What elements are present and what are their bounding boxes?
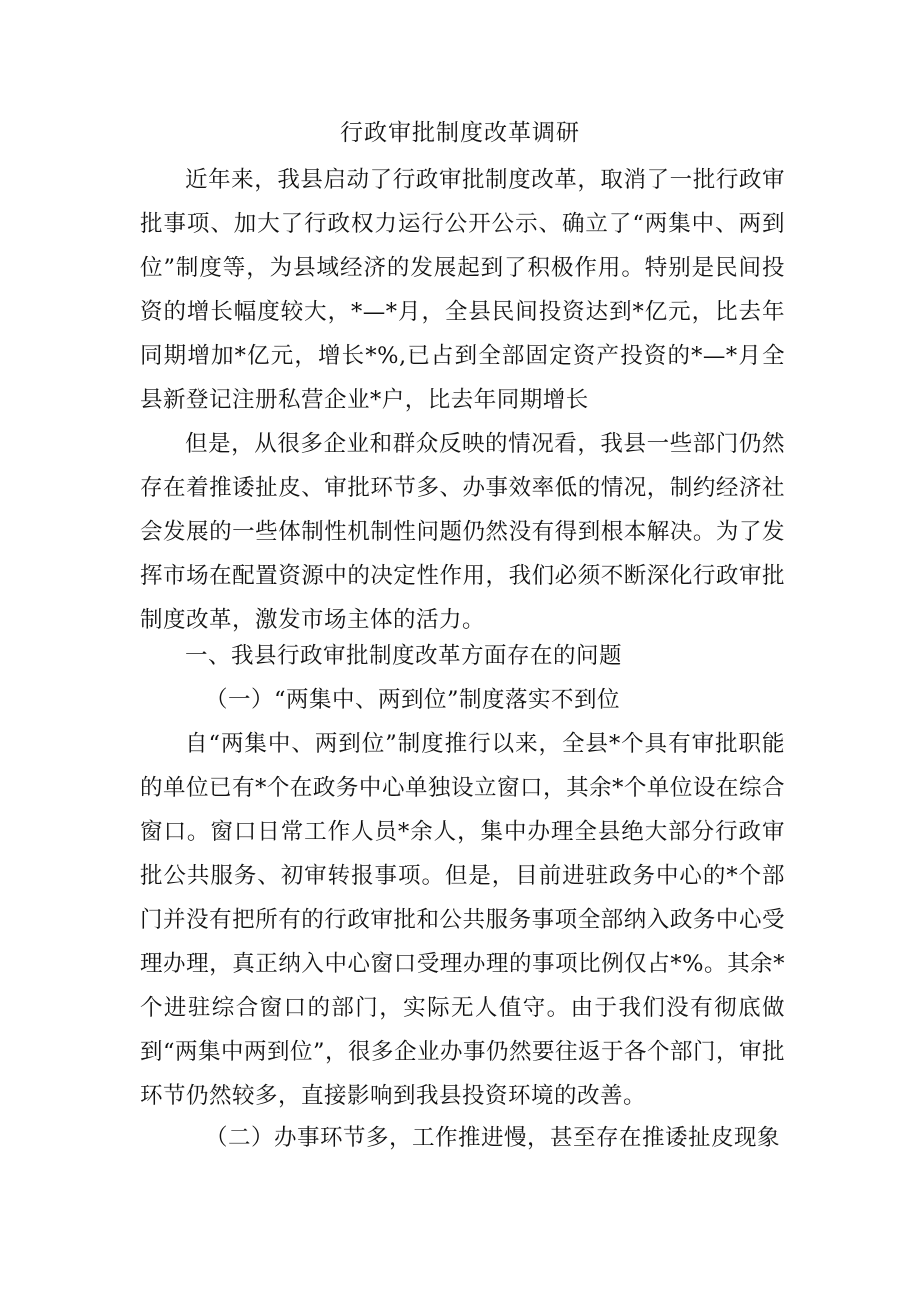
paragraph-subsection-1: 自“两集中、两到位”制度推行以来，全县*个具有审批职能的单位已有*个在政务中心单独设立窗口，其余*个单位设在综合窗口。窗口日常工作人员*余人，集中办理全县绝大部分行政审批公共服务、初审转报事项。但是，目前进驻政务中心的*个部门并没有把所有的行政审批和公共服务事项全部纳入政务中心受理办理，真正纳入中心窗口受理办理的事项比例仅占*%。其余*个进驻综合窗口的部门，实际无人值守。由于我们没有彻底做到“两集中两到位”，很多企业办事仍然要往返于各个部门，审批环节仍然较多，直接影响到我县投资环境的改善。 — [140, 731, 786, 1109]
subsection-heading-2: （二）办事环节多，工作推进慢，甚至存在推诿扯皮现象 — [205, 1125, 781, 1151]
paragraph-intro: 近年来，我县启动了行政审批制度改革，取消了一批行政审批事项、加大了行政权力运行公开公示、确立了“两集中、两到位”制度等，为县域经济的发展起到了积极作用。特别是民间投资的增长幅度较大，*—*月，全县民间投资达到*亿元，比去年同期增加*亿元，增长*%,已占到全部固定资产投资的*—*月全县新登记注册私营企业*户，比去年同期增长 — [140, 167, 785, 413]
subsection-heading-1: （一）“两集中、两到位”制度落实不到位 — [205, 687, 621, 713]
paragraph-problems-overview: 但是，从很多企业和群众反映的情况看，我县一些部门仍然存在着推诿扯皮、审批环节多、办事效率低的情况，制约经济社会发展的一些体制性机制性问题仍然没有得到根本解决。为了发挥市场在配置资源中的决定性作用，我们必须不断深化行政审批制度改革，激发市场主体的活力。 — [140, 431, 785, 633]
document-title: 行政审批制度改革调研 — [340, 120, 580, 146]
section-heading-1: 一、我县行政审批制度改革方面存在的问题 — [185, 643, 623, 669]
